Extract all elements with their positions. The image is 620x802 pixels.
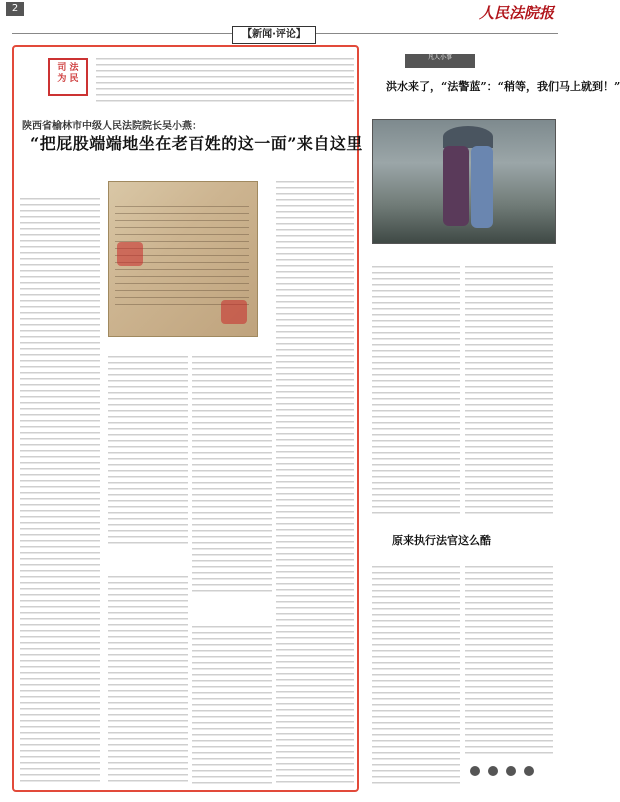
photo-caption [108,338,256,350]
person-court-police [471,146,493,228]
masthead-logo: 人民法院报 [478,4,554,22]
page-number: 2 [6,2,24,16]
person-elderly [443,146,469,226]
flood-rescue-photo [372,119,556,244]
red-seal-stamp [221,300,247,324]
text-column-2-top [108,356,188,544]
red-seal-stamp [117,242,143,266]
page-header-bar [0,0,564,20]
footer-circle-icon [470,766,480,776]
footer-circle-icon [524,766,534,776]
footer-circle-icon [506,766,516,776]
right-section-tag: 凡人小事 [405,54,475,68]
umbrella [443,126,493,148]
right-headline: 洪水来了，“法警蓝”：“稍等，我们马上就到！” [386,80,620,93]
right-text-column-2 [465,266,553,516]
section-label: 【新闻·评论】 [232,26,316,44]
text-column-1 [20,198,100,786]
article-headline: “把屁股端端地坐在老百姓的这一面”来自这里 [30,134,363,153]
intro-paragraph [96,58,354,102]
flood-photo-caption [372,245,554,257]
second-text-column-1 [372,566,460,786]
text-column-3-bottom [192,626,272,786]
archive-document-photo [108,181,258,337]
second-text-column-2 [465,566,553,756]
footer-icons [470,766,550,778]
text-column-4 [276,181,354,786]
article-kicker: 陕西省榆林市中级人民法院院长吴小燕： [22,121,202,132]
court-seal-logo: 司 法 为 民 [48,58,88,96]
text-column-2-bottom [108,576,188,786]
second-right-headline: 原来执行法官这么酷 [392,534,491,547]
right-text-column-1 [372,266,460,516]
footer-circle-icon [488,766,498,776]
text-column-3-top [192,356,272,596]
